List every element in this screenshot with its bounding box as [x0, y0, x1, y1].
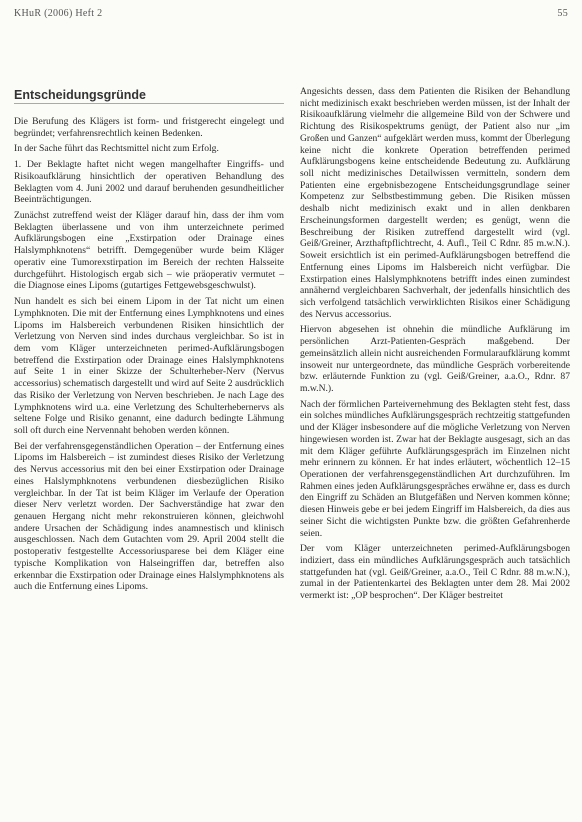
paragraph: Der vom Kläger unterzeichneten perimed-Aufklärungsbogen indiziert, dass ein mündliches Aufklärungsgespräch auch tatsächlich stattgefunden hat (vgl. Geiß/Greiner, a.a.O., Teil C Rdnr. 88 m.w.N.), zumal in der Patientenkartei des Beklagten unter dem 28. Mai 2002 vermerkt ist: „OP besprochen“. Der Kläger bestreitet [300, 543, 570, 602]
journal-citation: KHuR (2006) Heft 2 [14, 8, 103, 19]
paragraph: Nun handelt es sich bei einem Lipom in der Tat nicht um einen Lymphknoten. Die mit der Entfernung eines Lymphknotens und eines Lipoms im Halsbereich verbundenen Risiken hinsichtlich der Verletzung von Nerven sind indes durchaus vergleichbar. So ist in dem vom Kläger unterzeichneten perimed-Aufklärungsbogen betreffend die Exstirpation oder Drainage eines Halslymphknotens auf Seite 1 in einer Skizze der Schulterheber-Nerv (Nervus accessorius) schematisch dargestellt und wird auf Seite 2 ausdrücklich das Risiko der Verletzung von Nerven beschrieben. Je nach Lage des Lymphknotens wird u.a. eine Verletzung des Schulterhebernervs als seltene Folge und Risiko genannt, eine dadurch bedingte Lähmung soll oft durch eine Nervennaht behoben werden können. [14, 296, 284, 436]
paragraph: Nach der förmlichen Parteivernehmung des Beklagten steht fest, dass ein solches mündliches Aufklärungsgespräch rechtzeitig stattgefunden und der Kläger insbesondere auf die mögliche Verletzung von Nerven hingewiesen worden ist. Zwar hat der Beklagte ausgesagt, sich an das mit dem Kläger geführte Aufklärungsgespräch im Einzelnen nicht mehr erinnern zu können. Er hat indes erläutert, wöchentlich 12–15 Operationen der verfahrensgegenständlichen Art durchzuführen. Im Rahmen eines jeden Aufklärungsgespräches erwähne er, dass es durch den Eingriff zu Schäden an Blutgefäßen und Nerven kommen könne; diesen Hinweis gebe er bei jedem Eingriff im Halsbereich, da dies aus seiner Sicht die wichtigsten Punkte bzw. die größten Gefahrenherde seien. [300, 398, 570, 539]
left-column [14, 116, 284, 597]
paragraph: Hiervon abgesehen ist ohnehin die mündliche Aufklärung im persönlichen Arzt-Patienten-Gespräch maßgebend. Der gemeinsätzlich allein nicht ausreichenden Formularaufklärung kommt insoweit nur untergeordnete, das mündliche Gespräch vorbereitende bzw. erläuternde Funktion zu (vgl. Geiß/Greiner, a.a.O., Rdnr. 87 m.w.N.). [300, 324, 570, 394]
right-column [300, 86, 570, 606]
paragraph: 1. Der Beklagte haftet nicht wegen mangelhafter Eingriffs- und Risikoaufklärung hinsichtlich der operativen Behandlung des Beklagten vom 4. Juni 2002 und darauf beruhenden gesundheitlicher Beeinträchtigungen. [14, 159, 284, 206]
paragraph: Angesichts dessen, dass dem Patienten die Risiken der Behandlung nicht medizinisch exakt beschrieben werden müssen, ist der Inhalt der Risikoaufklärung vielmehr die allgemeine Bild von der Schwere und Richtung des Risikospektrums genügt, der Patient also nur „im Großen und Ganzen“ aufgeklärt werden muss, kommt der Überlegung keine nicht die konkrete Operation betreffenden perimed Aufklärungsbogens keine entscheidende Bedeutung zu. Aufklärung soll nicht medizinisches Detailwissen vermitteln, sondern dem Patienten eine ergebnisbezogene Entscheidungsgrundlage seiner Kompetenz zur Selbstbestimmung geben. Die Risiken müssen deshalb nicht medizinisch exakt und in allen denkbaren Erscheinungsformen dargestellt werden; es genügt, wenn die Beschreibung der Risiken zutreffend dargestellt wird (vgl. Geiß/Greiner, Arzthaftpflichtrecht, 4. Aufl., Teil C Rdnr. 85 m.w.N.). Soweit ersichtlich ist ein perimed-Aufklärungsbogen betreffend die Entfernung eines Lipoms im Halsbereich nicht verfügbar. Die Exstirpation eines Halslymphknotens betrifft indes einen zumindest annähernd vergleichbaren Sachverhalt, der jedenfalls hinsichtlich des sich verfolgend tatsächlich verwirklichten Risikos einer Schädigung des Nervus accessorius. [300, 86, 570, 320]
paragraph: In der Sache führt das Rechtsmittel nicht zum Erfolg. [14, 143, 219, 155]
section-title: Entscheidungsgründe [14, 88, 284, 104]
paragraph: Bei der verfahrensgegenständlichen Operation – der Entfernung eines Lipoms im Halsbereich – ist zumindest dieses Risiko der Verletzung des Nervus accessorius mit den bei einer Exstirpation oder Drainage eines Halslymphknotens verbundenen diesbezüglichen Risiko vergleichbar. In der Tat ist beim Kläger im Verlaufe der Operation dieser Nerv verletzt worden. Der Sachverständige hat zwar den genauen Hergang nicht mehr rekonstruieren können, gleichwohl andere Ursachen der Schädigung indes anamnestisch und klinisch ausgeschlossen. Nach dem Gutachten vom 29. April 2004 stellt die postoperativ festgestellte Accessoriusparese bei dem Kläger eine typische Komplikation von Halseingriffen dar, betreffen also erkennbar die Exstirpation oder Drainage eines Halslymphknotens als auch die Entfernung eines Lipoms. [14, 440, 284, 593]
page-number: 55 [557, 8, 568, 19]
paragraph: Zunächst zutreffend weist der Kläger darauf hin, dass der ihm vom Beklagten überlassene und von ihm unterzeichnete perimed Aufklärungsbogen eine „Exstirpation oder Drainage eines Halslymphknotens“ betrifft. Demgegenüber wurde beim Kläger operativ eine Tumorexstirpation im Bereich der rechten Halsseite durchgeführt. Histologisch ergab sich – wie präoperativ vermutet – die Diagnose eines Lipoms (gutartiges Fettgewebsgeschwulst). [14, 210, 284, 292]
running-header [14, 8, 568, 28]
paragraph: Die Berufung des Klägers ist form- und fristgerecht eingelegt und begründet; verfahrensrechtlich keinen Bedenken. [14, 116, 284, 139]
